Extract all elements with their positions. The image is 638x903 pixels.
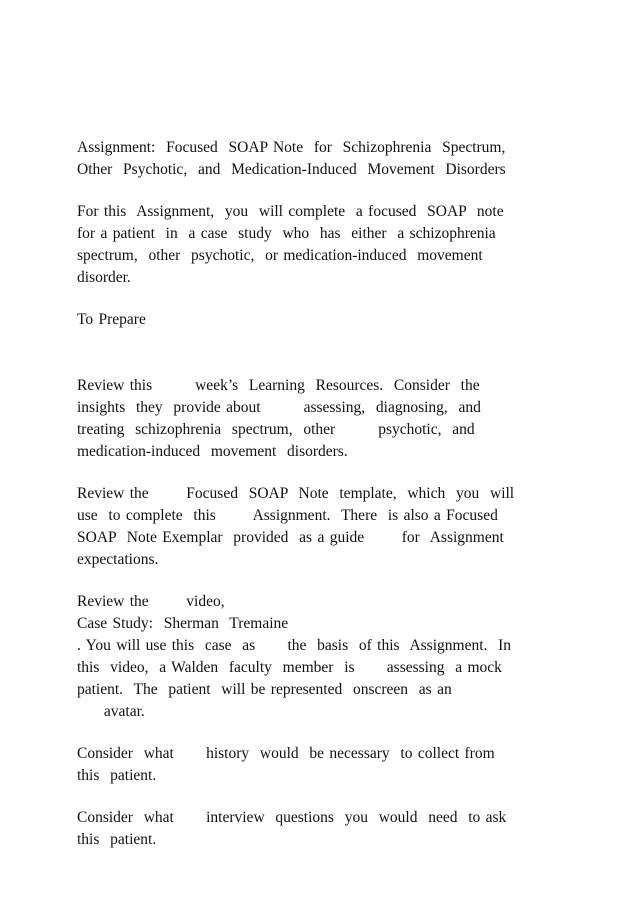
paragraph-line: disorder. (77, 269, 131, 286)
paragraph-line: Review the Focused SOAP Note template, which you will (77, 485, 515, 502)
paragraph-line: Review the video, (77, 593, 225, 610)
paragraph-line: Consider what history would be necessary to collect from (77, 745, 495, 762)
paragraph-line: patient. The patient will be represented onscreen as an (77, 681, 452, 698)
paragraph-line: SOAP Note Exemplar provided as a guide for Assignment (77, 529, 504, 546)
paragraph-line: medication-induced movement disorders. (77, 443, 348, 460)
paragraph-line: this patient. (77, 767, 157, 784)
paragraph-line: this video, a Walden faculty member is assessing a mock (77, 659, 502, 676)
paragraph-line: for a patient in a case study who has either a schizophrenia (77, 225, 496, 242)
section-heading: To Prepare (77, 311, 146, 328)
paragraph-line: use to complete this Assignment. There is also a Focused (77, 507, 498, 524)
paragraph-line: spectrum, other psychotic, or medication-induced movement (77, 247, 483, 264)
paragraph-line: insights they provide about assessing, diagnosing, and (77, 399, 481, 416)
heading-line-1: Assignment: Focused SOAP Note for Schizophrenia Spectrum, (77, 139, 506, 156)
paragraph-line: For this Assignment, you will complete a focused SOAP note (77, 203, 504, 220)
paragraph-line: treating schizophrenia spectrum, other psychotic, and (77, 421, 475, 438)
paragraph-line: avatar. (77, 703, 145, 720)
paragraph-line: Review this week’s Learning Resources. Consider the (77, 377, 480, 394)
paragraph-line: expectations. (77, 551, 159, 568)
paragraph-line: Case Study: Sherman Tremaine (77, 615, 289, 632)
heading-line-2: Other Psychotic, and Medication-Induced Movement Disorders (77, 161, 506, 178)
paragraph-line: this patient. (77, 831, 157, 848)
paragraph-line: . You will use this case as the basis of this Assignment. In (77, 637, 512, 654)
paragraph-line: Consider what interview questions you would need to ask (77, 809, 507, 826)
